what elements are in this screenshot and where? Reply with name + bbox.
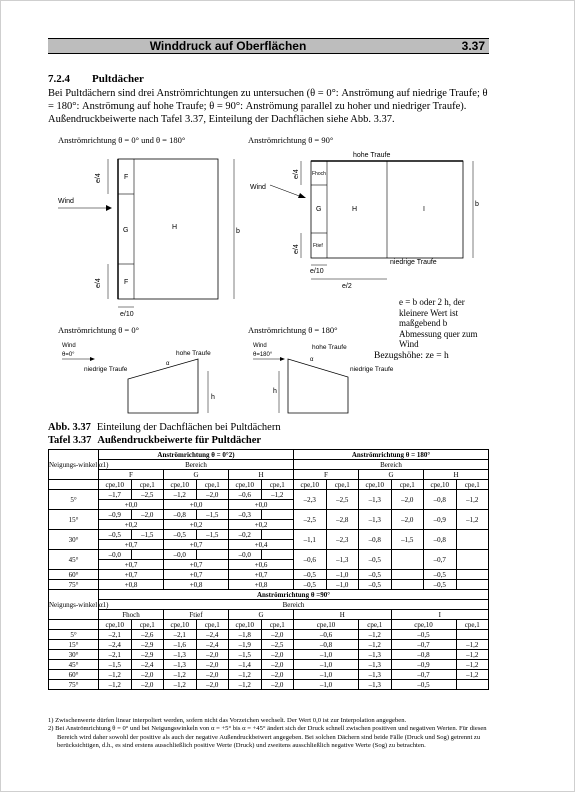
- wind-label-right: Wind: [250, 184, 266, 191]
- table-cell: cpe,1: [131, 620, 164, 630]
- table-cell: +0,8: [164, 580, 229, 590]
- table-cell: [456, 580, 489, 590]
- table-cell: –2,5: [294, 510, 327, 530]
- table-cell: –1,3: [359, 670, 392, 680]
- table-cell: –2,4: [131, 660, 164, 670]
- table-cell: Neigungs-winkel α1): [49, 590, 99, 620]
- table-cell: H: [294, 610, 392, 620]
- table-row-90: [49, 670, 489, 680]
- table-cell: –2,1: [99, 650, 132, 660]
- table-cell: +0,2: [229, 520, 294, 530]
- table-bereich90-row: [49, 600, 489, 610]
- table-cell: cpe,10: [229, 480, 262, 490]
- table-cell: F: [294, 470, 359, 480]
- table-row: [49, 510, 489, 520]
- table-cell: –1,2: [359, 630, 392, 640]
- table-cell: [261, 510, 294, 520]
- table-cell: –2,3: [326, 530, 359, 550]
- zone-F-bottom: F: [124, 279, 129, 286]
- table-cell: –1,0: [294, 650, 359, 660]
- table-cell: –1,3: [359, 490, 392, 510]
- dim-e4-left-top: e/4: [95, 173, 102, 183]
- table-cell: –0,8: [424, 530, 457, 550]
- table-cell: G: [359, 470, 424, 480]
- table-cell: [456, 570, 489, 580]
- table-cell: –1,9: [229, 640, 262, 650]
- table-cell: cpe,10: [229, 620, 262, 630]
- table-cell: –0,5: [359, 550, 392, 570]
- table-cell: [456, 680, 489, 690]
- table-cell: Ftief: [164, 610, 229, 620]
- table-cell: –2,0: [131, 680, 164, 690]
- footnote-1: 1) Zwischenwerte dürfen linear interpoliert werden, sofern nicht das Vorzeichen wechselt. Der Wert 0,0 ist zur Interpolation angegeben.: [48, 717, 407, 724]
- zone-H-right: H: [352, 206, 358, 213]
- table-cell: +0,7: [99, 560, 164, 570]
- zone-Fhoch: Fhoch: [312, 171, 326, 177]
- table-cell: –1,7: [99, 490, 132, 500]
- h-section-0: h: [211, 394, 215, 401]
- table-cell: +0,7: [99, 540, 164, 550]
- zone-H-left: H: [172, 224, 178, 231]
- table-cell: H: [424, 470, 489, 480]
- table-cell: –0,9: [391, 660, 456, 670]
- table-cell: –1,3: [326, 550, 359, 570]
- zone-G-left: G: [123, 227, 129, 234]
- page-number: 3.37: [461, 39, 485, 53]
- table-cell: +0,0: [99, 500, 164, 510]
- figure-note: e = b oder 2 h, der kleinere Wert ist maßgebend b Abmessung quer zum Wind: [399, 297, 478, 349]
- table-cell: –1,2: [456, 660, 489, 670]
- table-cell: –1,4: [229, 660, 262, 670]
- zone-G-right: G: [316, 206, 322, 213]
- table-cell: –1,2: [456, 640, 489, 650]
- table-cell: cpe,1: [196, 620, 229, 630]
- niedrige-traufe-section-0: niedrige Traufe: [84, 366, 128, 373]
- table-cell: –1,2: [164, 670, 197, 680]
- table-cell: –1,3: [359, 650, 392, 660]
- table-cell: –1,2: [99, 670, 132, 680]
- angle-cell: 30°: [49, 530, 99, 550]
- section-number: 7.2.4: [48, 73, 70, 85]
- dim-e2: e/2: [342, 283, 352, 290]
- footnotes: [48, 717, 489, 751]
- table-cell: –1,6: [164, 640, 197, 650]
- table-caption-text: Außendruckbeiwerte für Pultdächer: [97, 435, 262, 446]
- table-cell: G: [164, 470, 229, 480]
- angle-cell: 15°: [49, 510, 99, 530]
- section-title: Pultdächer: [92, 73, 144, 85]
- h-section-180: h: [273, 388, 277, 395]
- table-cell: –2,0: [196, 650, 229, 660]
- table-cell: –2,0: [196, 670, 229, 680]
- table-row: [49, 580, 489, 590]
- table-cell: –1,8: [229, 630, 262, 640]
- table-row-90: [49, 640, 489, 650]
- table-cell: +0,8: [229, 580, 294, 590]
- table-cell: –2,0: [261, 660, 294, 670]
- table-cell: –0,7: [424, 550, 457, 570]
- table-cell: –2,0: [196, 660, 229, 670]
- table-cell: –2,4: [196, 640, 229, 650]
- niedrige-traufe-label: niedrige Traufe: [390, 259, 437, 266]
- table-cell: I: [391, 610, 489, 620]
- table-cell: –0,0: [99, 550, 132, 560]
- head-theta180: Anströmrichtung θ = 180°: [294, 450, 489, 460]
- table-cell: –0,7: [391, 640, 456, 650]
- table-cell: –1,5: [196, 510, 229, 520]
- table-bereich-row: [49, 460, 489, 470]
- table-cell: –1,0: [326, 570, 359, 580]
- header-title: Winddruck auf Oberflächen: [149, 39, 307, 53]
- figure-caption-label: Abb. 3.37: [48, 422, 91, 433]
- table-cell: –2,0: [261, 630, 294, 640]
- angle-cell: 60°: [49, 570, 99, 580]
- table-cell: –0,8: [359, 530, 392, 550]
- table-cell: –1,2: [261, 490, 294, 500]
- table-cell: –1,0: [294, 680, 359, 690]
- table-cell: –1,2: [164, 490, 197, 500]
- table-cell: –1,0: [326, 580, 359, 590]
- table-cell: –0,6: [229, 490, 262, 500]
- table-cell: +0,0: [229, 500, 294, 510]
- table-zone90-row: [49, 610, 489, 620]
- table-row-90: [49, 650, 489, 660]
- table-cell: –1,2: [456, 510, 489, 530]
- table-cell: G: [229, 610, 294, 620]
- table-cell: cpe,10: [164, 620, 197, 630]
- table-cell: +0,7: [164, 540, 229, 550]
- table-cell: –2,0: [131, 510, 164, 520]
- table-cell: Bereich: [99, 600, 489, 610]
- table-cell: [456, 530, 489, 550]
- table-cell: cpe,1: [196, 480, 229, 490]
- table-cell: H: [229, 470, 294, 480]
- hohe-traufe-section-0: hohe Traufe: [176, 350, 211, 357]
- label-section-0: Anströmrichtung θ = 0°: [58, 325, 139, 335]
- table-cell: –2,0: [261, 670, 294, 680]
- table-cell: +0,8: [99, 580, 164, 590]
- dim-e4-right-top: e/4: [293, 169, 300, 179]
- table-cell: –0,8: [294, 640, 359, 650]
- table-row: [49, 550, 489, 560]
- zone-F-top: F: [124, 174, 129, 181]
- figure-caption: [48, 422, 281, 433]
- table-cell: –1,1: [294, 530, 327, 550]
- table-cell: –0,0: [229, 550, 262, 560]
- table-cell: cpe,1: [261, 480, 294, 490]
- page-header: [48, 38, 489, 54]
- table-cell: –0,8: [424, 490, 457, 510]
- table-cell: [261, 530, 294, 540]
- table-cell: –1,2: [229, 680, 262, 690]
- table-row: [49, 570, 489, 580]
- table-row: [49, 490, 489, 500]
- table-cpe-row: [49, 480, 489, 490]
- table-cell: [391, 570, 424, 580]
- table-cell: cpe,10: [294, 620, 359, 630]
- table-cell: –2,4: [196, 630, 229, 640]
- table-row-90: [49, 660, 489, 670]
- table-cell: –2,0: [131, 670, 164, 680]
- dim-e4-right-bottom: e/4: [293, 244, 300, 254]
- table-cell: –1,2: [456, 650, 489, 660]
- pressure-coefficient-table: [48, 449, 489, 690]
- bereich-180: Bereich: [294, 460, 489, 470]
- angle-cell: 45°: [49, 660, 99, 670]
- table-caption: [48, 435, 267, 446]
- table-cell: –2,0: [196, 490, 229, 500]
- table-cell: cpe,1: [131, 480, 164, 490]
- body-paragraph: Bei Pultdächern sind drei Anströmrichtungen zu untersuchen (θ = 0°: Anströmung auf niedrige Traufe; θ = 180°: Anströmung auf hohe Traufe; θ = 90°: Anströmung parallel zu hoher und niedriger Traufe). Außendruckbeiwerte nach Tafel 3.37, Einteilung der Dachflächen siehe Abb. 3.37.: [48, 88, 488, 125]
- table-cell: +0,4: [229, 540, 294, 550]
- table-cell: –0,7: [391, 670, 456, 680]
- table-head-row: [49, 450, 489, 460]
- zone-I: I: [423, 206, 425, 213]
- angle-cell: 75°: [49, 580, 99, 590]
- angle-cell: 5°: [49, 630, 99, 640]
- table-cell: +0,7: [99, 570, 164, 580]
- table-cell: –1,2: [456, 490, 489, 510]
- table-cell: +0,0: [164, 500, 229, 510]
- table-cell: [391, 580, 424, 590]
- table-row: [49, 530, 489, 540]
- table-cell: –1,0: [294, 670, 359, 680]
- table-cell: cpe,10: [391, 620, 456, 630]
- table-cell: [49, 480, 99, 490]
- table-cell: –1,3: [359, 510, 392, 530]
- hohe-traufe-label: hohe Traufe: [353, 152, 391, 159]
- table-cell: –0,5: [164, 530, 197, 540]
- table-cell: –0,5: [294, 570, 327, 580]
- hohe-traufe-section-180: hohe Traufe: [312, 344, 347, 351]
- head-theta90: Anströmrichtung θ =90°: [99, 590, 489, 600]
- table-caption-label: Tafel 3.37: [48, 435, 92, 446]
- wind-label-left: Wind: [58, 198, 74, 205]
- alpha-section-180: α: [310, 357, 314, 363]
- table-cell: –0,0: [164, 550, 197, 560]
- alpha-section-0: α: [166, 361, 170, 367]
- angle-cell: 45°: [49, 550, 99, 570]
- table-cell: cpe,10: [99, 480, 132, 490]
- table-cell: –1,3: [359, 680, 392, 690]
- bereich-0: Bereich: [99, 460, 294, 470]
- figure-roof-zones: [48, 131, 493, 416]
- angle-cell: 5°: [49, 490, 99, 510]
- table-cell: cpe,1: [456, 620, 489, 630]
- table-cell: –1,0: [294, 660, 359, 670]
- dim-e10-left: e/10: [120, 311, 134, 318]
- table-cell: –1,5: [131, 530, 164, 540]
- table-cell: –1,3: [164, 650, 197, 660]
- wind-section-0: Wind: [62, 343, 76, 349]
- table-cell: –2,0: [391, 510, 424, 530]
- table-cell: cpe,1: [359, 620, 392, 630]
- table-cell: –2,5: [131, 490, 164, 500]
- table-cell: cpe,10: [294, 480, 327, 490]
- table-cell: –0,5: [391, 630, 456, 640]
- dim-b-left: b: [236, 228, 240, 235]
- table-cell: –0,8: [164, 510, 197, 520]
- table-cell: –0,6: [294, 550, 327, 570]
- table-cell: –0,5: [391, 680, 456, 690]
- table-cell: cpe,1: [391, 480, 424, 490]
- dim-b-right: b: [475, 201, 479, 208]
- table-cell: cpe,10: [359, 480, 392, 490]
- table-cell: –2,0: [196, 680, 229, 690]
- table-cell: –1,5: [229, 650, 262, 660]
- table-row-90: [49, 630, 489, 640]
- footnote-2: 2) Bei Anströmrichtung θ = 0° und bei Neigungswinkeln von α = +5° bis α = +45° ändert sich der Druck schnell zwischen positiven und negativen Werten. Für diesen Bereich wird daher sowohl der positive als auch der negative Außendruckbeiwert angegeben. Bei solchen Dächern sind beide Fälle (Druck und Sog) getrennt zu berücksichtigen, d.h., es sind erstens ausschließlich positive Werte (Druck) und zweitens ausschließlich negative Werte (Sog) zu betrachten.: [48, 725, 487, 750]
- table-cell: –1,3: [164, 660, 197, 670]
- table-cell: –2,4: [99, 640, 132, 650]
- table-cell: –0,5: [424, 570, 457, 580]
- table-cell: –1,2: [456, 670, 489, 680]
- table-cell: –0,5: [359, 580, 392, 590]
- table-cell: –1,2: [359, 640, 392, 650]
- table-cell: –2,6: [131, 630, 164, 640]
- angle-cell: 30°: [49, 650, 99, 660]
- theta0-label: θ=0°: [62, 352, 75, 358]
- table-cell: +0,2: [99, 520, 164, 530]
- figure-caption-text: Einteilung der Dachflächen bei Pultdächern: [96, 422, 281, 433]
- niedrige-traufe-section-180: niedrige Traufe: [350, 366, 394, 373]
- table-cell: –2,8: [326, 510, 359, 530]
- table-cell: –0,5: [99, 530, 132, 540]
- table-cell: F: [99, 470, 164, 480]
- table-cell: –2,0: [261, 680, 294, 690]
- table-cell: +0,6: [229, 560, 294, 570]
- table-cell: [49, 620, 99, 630]
- label-section-180: Anströmrichtung θ = 180°: [248, 325, 338, 335]
- angle-cell: 75°: [49, 680, 99, 690]
- table-cell: [456, 630, 489, 640]
- table-cell: –2,9: [131, 650, 164, 660]
- table-cell: –0,5: [294, 580, 327, 590]
- table-cell: cpe,1: [261, 620, 294, 630]
- table-zone-row: [49, 470, 489, 480]
- table-cell: +0,7: [164, 570, 229, 580]
- angle-cell: 15°: [49, 640, 99, 650]
- bezugshoehe: Bezugshöhe: ze = h: [374, 351, 449, 361]
- dim-e4-left-bottom: e/4: [95, 278, 102, 288]
- table-cell: [261, 550, 294, 560]
- table-cell: –1,2: [229, 670, 262, 680]
- table-cell: –1,5: [99, 660, 132, 670]
- table-cell: –2,5: [326, 490, 359, 510]
- table-cell: +0,2: [164, 520, 229, 530]
- table-cell: –0,6: [294, 630, 359, 640]
- label-left: Anströmrichtung θ = 0° und θ = 180°: [58, 135, 186, 145]
- table-head90-row: [49, 590, 489, 600]
- table-cell: [391, 550, 424, 570]
- corner-cell: Neigungs-winkel α1): [49, 450, 99, 480]
- table-cell: –0,9: [99, 510, 132, 520]
- table-cell: Fhoch: [99, 610, 164, 620]
- label-right: Anströmrichtung θ = 90°: [248, 135, 334, 145]
- table-cell: cpe,10: [424, 480, 457, 490]
- table-cell: –1,3: [359, 660, 392, 670]
- table-cell: –2,0: [391, 490, 424, 510]
- dim-e10-right: e/10: [310, 268, 324, 275]
- table-cell: –1,5: [196, 530, 229, 540]
- table-cell: cpe,1: [326, 480, 359, 490]
- angle-cell: 60°: [49, 670, 99, 680]
- table-cell: –0,3: [229, 510, 262, 520]
- table-cell: –0,5: [359, 570, 392, 580]
- table-cell: [131, 550, 164, 560]
- table-cell: –0,8: [391, 650, 456, 660]
- table-cell: –0,2: [229, 530, 262, 540]
- table-cell: –2,0: [261, 650, 294, 660]
- table-cell: –2,9: [131, 640, 164, 650]
- table-cell: –2,1: [99, 630, 132, 640]
- table-cell: –2,3: [294, 490, 327, 510]
- table-cell: –1,2: [99, 680, 132, 690]
- table-cell: –2,5: [261, 640, 294, 650]
- table-cell: +0,7: [164, 560, 229, 570]
- table-cell: –0,5: [424, 580, 457, 590]
- table-row-90: [49, 680, 489, 690]
- table-cell: [196, 550, 229, 560]
- table-cell: cpe,10: [164, 480, 197, 490]
- table-cell: –0,9: [424, 510, 457, 530]
- table-cell: –1,2: [164, 680, 197, 690]
- table-cell: –2,1: [164, 630, 197, 640]
- wind-section-180: Wind: [253, 343, 267, 349]
- theta180-label: θ=180°: [253, 352, 273, 358]
- table-cell: cpe,10: [99, 620, 132, 630]
- head-theta0: Anströmrichtung θ = 0°2): [99, 450, 294, 460]
- table-cell: cpe,1: [456, 480, 489, 490]
- zone-Ftief: Ftief: [313, 243, 323, 249]
- table-cell: +0,7: [229, 570, 294, 580]
- table-cell: [456, 550, 489, 570]
- table-cpe90-row: [49, 620, 489, 630]
- section-heading: [48, 73, 144, 85]
- table-cell: –1,5: [391, 530, 424, 550]
